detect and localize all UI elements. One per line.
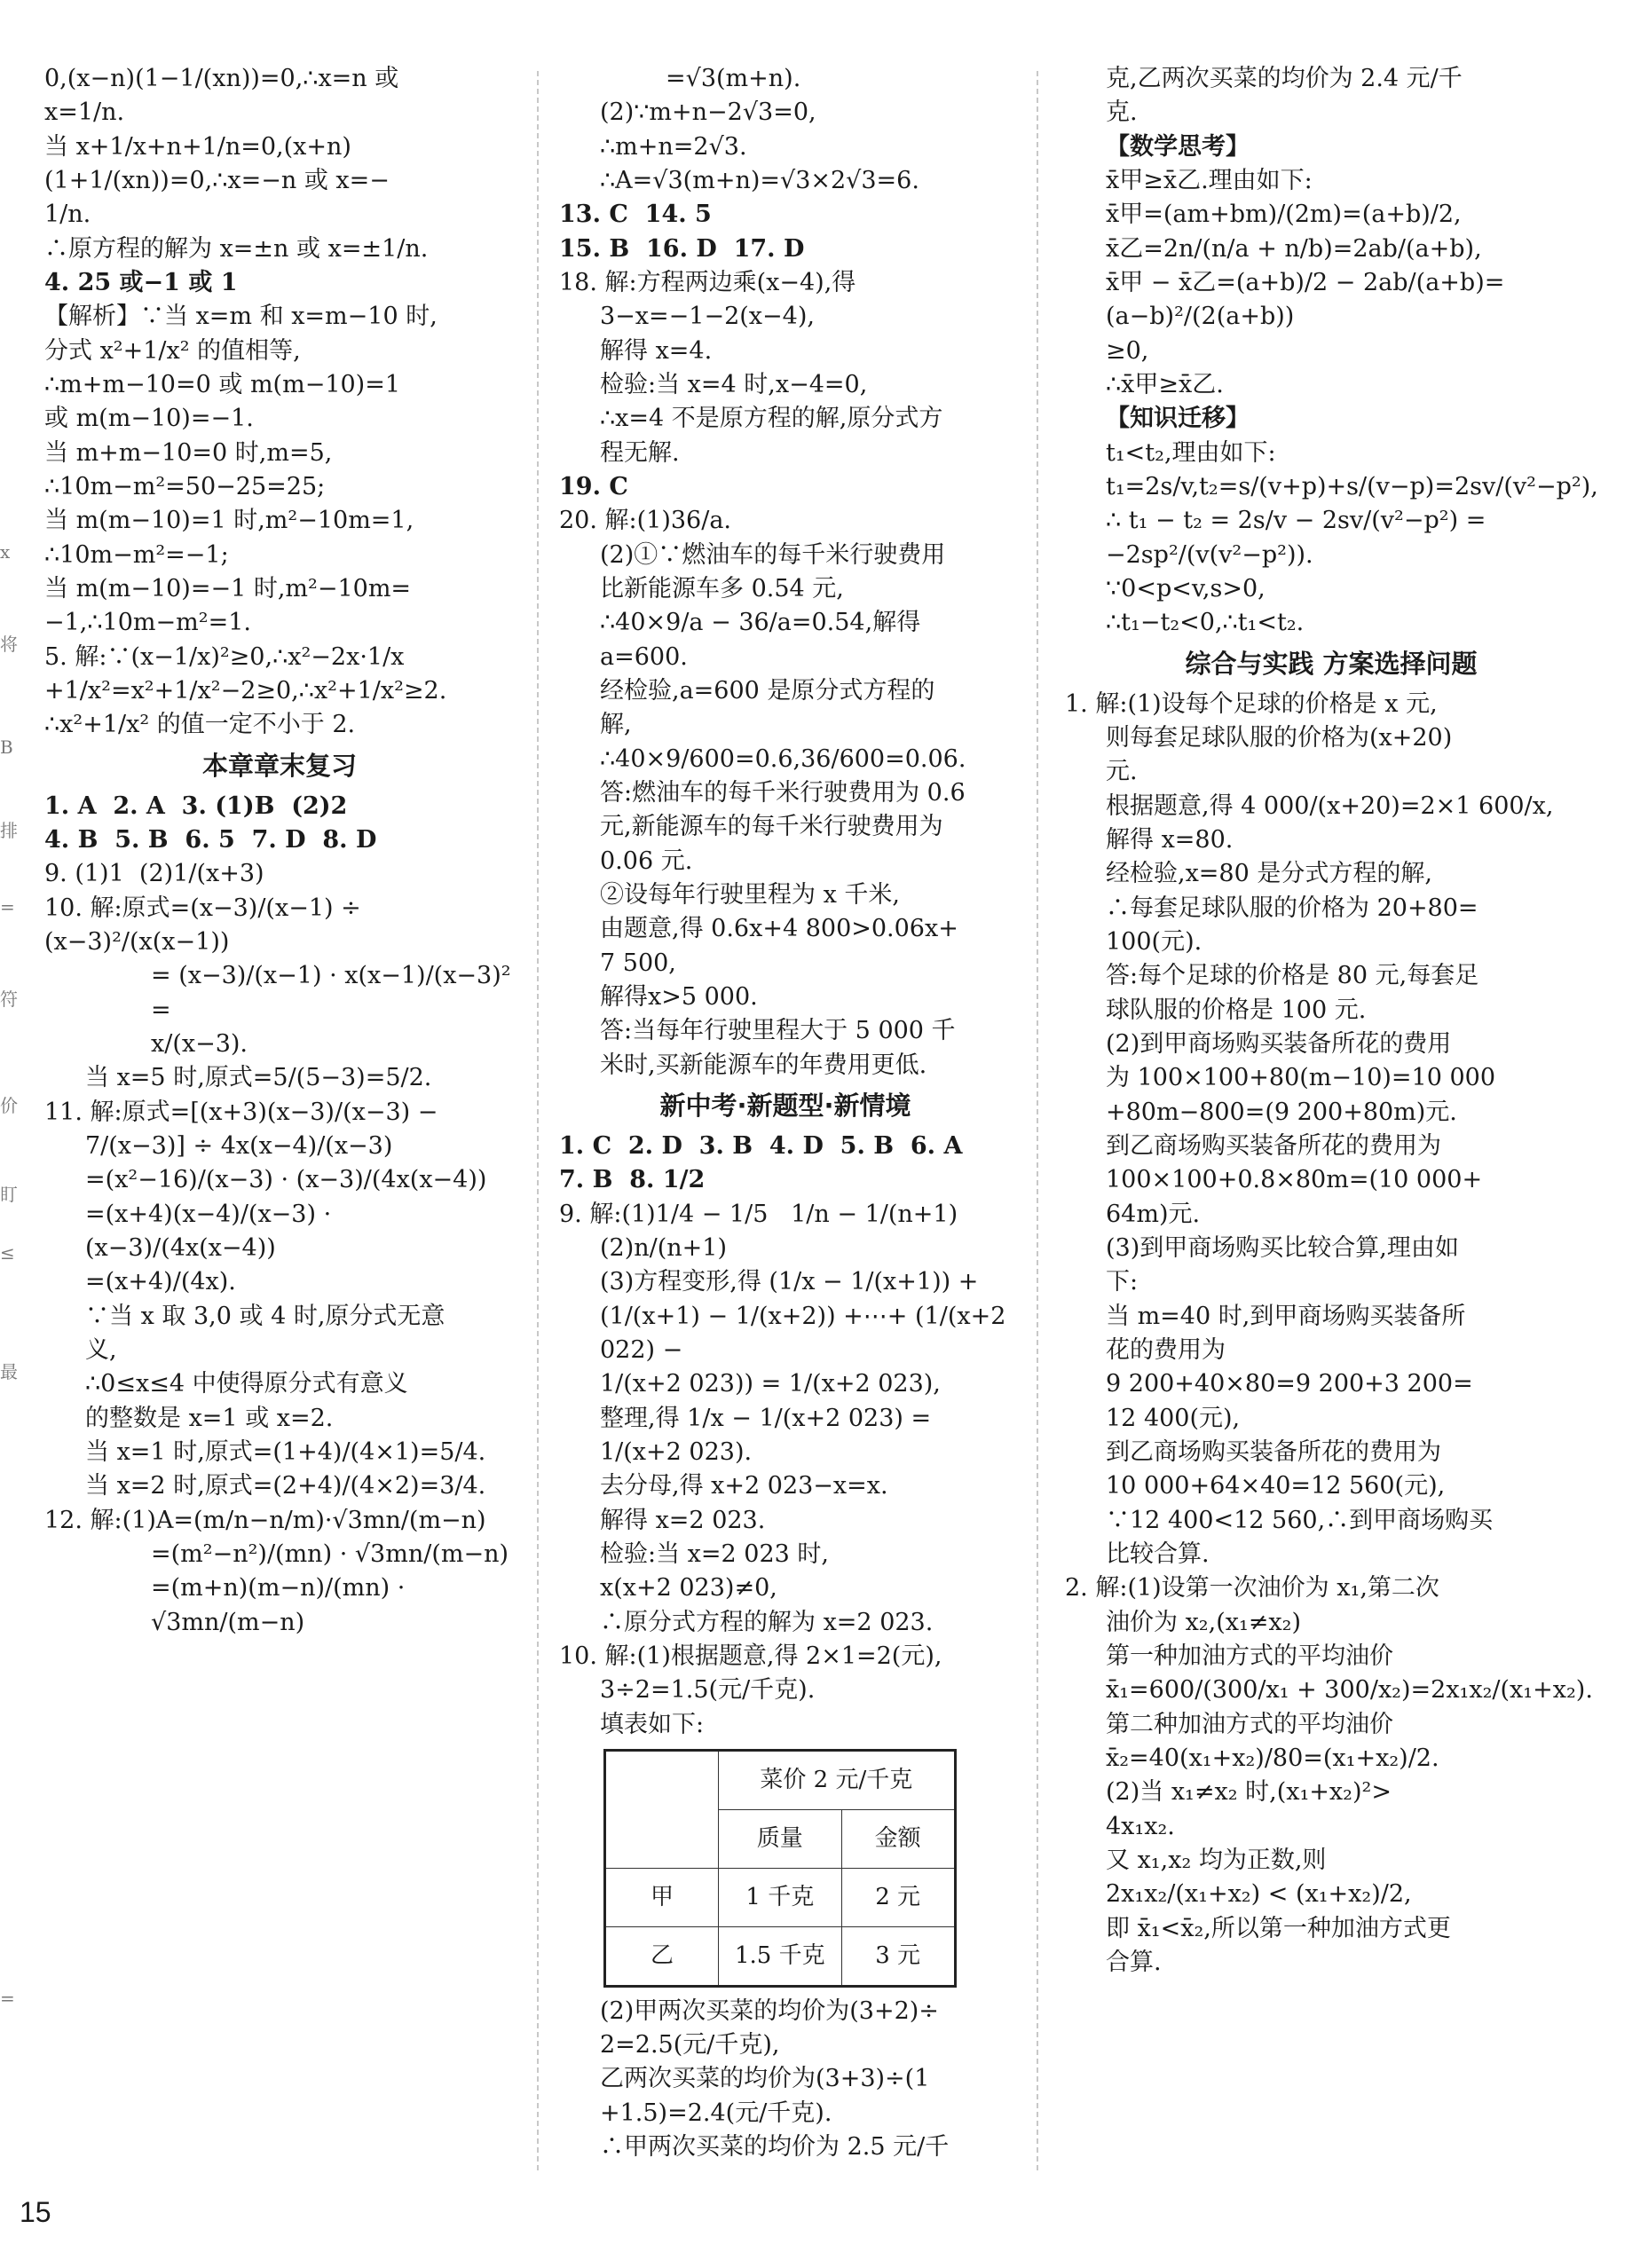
text-line: 1/n. <box>44 201 91 229</box>
text-line: x̄₂=40(x₁+x₂)/80=(x₁+x₂)/2. <box>1106 1744 1439 1772</box>
text-line: 1/(x+2 023)) = 1/(x+2 023), <box>600 1370 941 1398</box>
text-line: 克. <box>1106 98 1138 127</box>
text-line: x̄乙=2n/(n/a + n/b)=2ab/(a+b), <box>1106 234 1482 263</box>
text-line: ∵12 400<12 560,∴到甲商场购买 <box>1106 1506 1494 1534</box>
table-cell: 1 千克 <box>719 1868 842 1926</box>
section-heading: 综合与实践 方案选择问题 <box>1185 648 1478 679</box>
text-line: 答:每个足球的价格是 80 元,每套足 <box>1106 962 1479 990</box>
text-line: 合算. <box>1106 1948 1162 1976</box>
text-line: ∴10m−m²=−1; <box>44 540 229 569</box>
edge-glyph: 盯 <box>0 1184 18 1205</box>
text-line: ∴原分式方程的解为 x=2 023. <box>600 1608 934 1636</box>
text-line: =√3(m+n). <box>666 65 801 92</box>
section-heading: 新中考·新题型·新情境 <box>659 1090 911 1121</box>
text-line: 经检验,a=600 是原分式方程的 <box>600 676 935 705</box>
text-line: ∴m+m−10=0 或 m(m−10)=1 <box>44 370 401 398</box>
text-line: 12 400(元), <box>1106 1404 1241 1432</box>
text-line: x̄₁=600/(300/x₁ + 300/x₂)=2x₁x₂/(x₁+x₂). <box>1106 1676 1593 1705</box>
edge-glyph: ≤ <box>0 1242 15 1264</box>
text-line: 答:当每年行驶里程大于 5 000 千 <box>600 1017 956 1045</box>
text-line: 4. B 5. B 6. 5 7. D 8. D <box>44 826 377 854</box>
text-line: 的整数是 x=1 或 x=2. <box>85 1404 334 1432</box>
price-table <box>603 1749 957 1988</box>
text-line: 解得x>5 000. <box>600 982 758 1011</box>
text-line: 油价为 x₂,(x₁≠x₂) <box>1106 1608 1302 1636</box>
text-line: 到乙商场购买装备所花的费用为 <box>1106 1132 1441 1161</box>
text-line: 10. 解:(1)根据题意,得 2×1=2(元), <box>559 1642 942 1670</box>
column-middle <box>559 62 1012 2164</box>
text-line: (1/(x+1) − 1/(x+2)) +⋯+ (1/(x+2 022) − <box>600 1302 1013 1364</box>
text-line: 比较合算. <box>1106 1540 1210 1568</box>
text-line: x=1/n. <box>44 98 125 127</box>
text-line: 经检验,x=80 是分式方程的解, <box>1106 860 1432 888</box>
text-line: 19. C <box>559 472 628 500</box>
text-line: 根据题意,得 4 000/(x+20)=2×1 600/x, <box>1106 791 1554 820</box>
text-line: 第一种加油方式的平均油价 <box>1106 1642 1393 1670</box>
text-line: 由题意,得 0.6x+4 800>0.06x+ <box>600 915 958 943</box>
text-line: ∴40×9/a − 36/a=0.54,解得 a=600. <box>600 609 928 671</box>
text-line: ∴40×9/600=0.6,36/600=0.06. <box>600 744 966 773</box>
text-line: 答:燃油车的每千米行驶费用为 0.6 <box>600 778 966 807</box>
text-line: =(m²−n²)/(mn) · √3mn/(m−n) <box>151 1540 509 1568</box>
table-row <box>605 1868 956 1926</box>
text-line: ∴ t₁ − t₂ = 2s/v − 2sv/(v²−p²) = <box>1106 507 1486 535</box>
text-line: 到乙商场购买装备所花的费用为 <box>1106 1437 1441 1466</box>
table-header: 质量 <box>719 1809 842 1868</box>
text-line: ∵0<p<v,s>0, <box>1106 574 1266 602</box>
text-line: 下: <box>1106 1268 1139 1296</box>
text-line: 填表如下: <box>600 1710 705 1738</box>
text-line: 元,新能源车的每千米行驶费用为 <box>600 813 943 841</box>
text-line: 7/(x−3)] ÷ 4x(x−4)/(x−3) <box>85 1132 393 1161</box>
text-line: 克,乙两次买菜的均价为 2.4 元/千 <box>1106 65 1463 92</box>
text-line: 或 m(m−10)=−1. <box>44 405 254 433</box>
text-line: ∴m+n=2√3. <box>600 132 747 161</box>
text-line: 检验:当 x=4 时,x−4=0, <box>600 370 868 398</box>
text-line: 元. <box>1106 758 1138 786</box>
section-label: 【数学思考】 <box>1106 132 1250 161</box>
text-line: 13. C 14. 5 <box>559 201 712 229</box>
text-line: 5. 解:∵(x−1/x)²≥0,∴x²−2x·1/x <box>44 642 405 671</box>
text-line: ∴每套足球队服的价格为 20+80= <box>1106 894 1478 922</box>
text-line: 解得 x=4. <box>600 336 713 365</box>
text-line: 当 m=40 时,到甲商场购买装备所 <box>1106 1302 1466 1330</box>
text-line: (3)到甲商场购买比较合算,理由如 <box>1106 1234 1459 1262</box>
text-line: 9. 解:(1)1/4 − 1/5 1/n − 1/(n+1) <box>559 1200 958 1228</box>
text-line: 100×100+0.8×80m=(10 000+ <box>1106 1166 1483 1194</box>
text-line: 当 m+m−10=0 时,m=5, <box>44 438 333 467</box>
edge-glyph: 最 <box>0 1361 18 1382</box>
text-line: 2x₁x₂/(x₁+x₂) < (x₁+x₂)/2, <box>1106 1880 1412 1909</box>
table-cell: 3 元 <box>841 1926 955 1986</box>
text-line: x̄甲≥x̄乙.理由如下: <box>1106 166 1313 194</box>
text-line: 分式 x²+1/x² 的值相等, <box>44 336 301 365</box>
column-divider <box>1037 71 1038 2170</box>
text-line: 为 100×100+80(m−10)=10 000 <box>1106 1064 1496 1092</box>
text-line: 当 x+1/x+n+1/n=0,(x+n) <box>44 132 351 161</box>
text-line: ∴t₁−t₂<0,∴t₁<t₂. <box>1106 609 1305 637</box>
text-line: t₁<t₂,理由如下: <box>1106 438 1276 467</box>
text-line: (2)甲两次买菜的均价为(3+2)÷ <box>600 1996 939 2025</box>
table-header: 菜价 2 元/千克 <box>719 1750 956 1809</box>
text-line: 0.06 元. <box>600 847 693 875</box>
text-line: ∴A=√3(m+n)=√3×2√3=6. <box>600 166 919 194</box>
text-line: 即 x̄₁<x̄₂,所以第一种加油方式更 <box>1106 1914 1451 1942</box>
table-cell: 甲 <box>605 1868 719 1926</box>
text-line: 解得 x=80. <box>1106 826 1234 854</box>
text-line: +1/x²=x²+1/x²−2≥0,∴x²+1/x²≥2. <box>44 676 447 705</box>
text-line: 3−x=−1−2(x−4), <box>600 303 815 331</box>
text-line: x(x+2 023)≠0, <box>600 1574 777 1603</box>
text-line: 又 x₁,x₂ 均为正数,则 <box>1106 1846 1327 1874</box>
text-line: ∵当 x 取 3,0 或 4 时,原分式无意 <box>85 1302 446 1330</box>
text-line: 比新能源车多 0.54 元, <box>600 574 844 602</box>
text-line: 2=2.5(元/千克), <box>600 2030 780 2059</box>
text-line: 7 500, <box>600 949 676 977</box>
text-line: 解, <box>600 711 632 739</box>
text-line: −1,∴10m−m²=1. <box>44 609 251 637</box>
text-line: 64m)元. <box>1106 1200 1201 1228</box>
text-line: 4x₁x₂. <box>1106 1812 1175 1840</box>
text-line: 当 m(m−10)=−1 时,m²−10m= <box>44 574 412 602</box>
text-line: ∴甲两次买菜的均价为 2.5 元/千 <box>600 2132 950 2161</box>
text-line: 1. 解:(1)设每个足球的价格是 x 元, <box>1065 689 1438 718</box>
text-line: = (x−3)/(x−1) · x(x−1)/(x−3)² = <box>151 962 519 1024</box>
text-line: 18. 解:方程两边乘(x−4),得 <box>559 268 856 296</box>
text-line: −2sp²/(v(v²−p²)). <box>1106 540 1313 569</box>
text-line: ≥0, <box>1106 336 1149 365</box>
text-line: =(x+4)(x−4)/(x−3) · (x−3)/(4x(x−4)) <box>85 1200 339 1262</box>
column-divider <box>537 71 539 2170</box>
text-line: (3)方程变形,得 (1/x − 1/(x+1)) + <box>600 1268 979 1296</box>
text-line: =(m+n)(m−n)/(mn) · √3mn/(m−n) <box>151 1574 413 1636</box>
text-line: ∴x=4 不是原方程的解,原分式方 <box>600 405 943 433</box>
text-line: (2)①∵燃油车的每千米行驶费用 <box>600 540 946 569</box>
text-line: 4. 25 或−1 或 1 <box>44 268 238 296</box>
text-line: 7. B 8. 1/2 <box>559 1166 706 1194</box>
text-line: 11. 解:原式=[(x+3)(x−3)/(x−3) − <box>44 1098 438 1126</box>
edge-glyph: x <box>0 541 11 563</box>
text-line: 花的费用为 <box>1106 1335 1226 1364</box>
text-line: ∴10m−m²=50−25=25; <box>44 472 326 500</box>
table-cell: 乙 <box>605 1926 719 1986</box>
column-left <box>44 62 519 1640</box>
table-cell: 2 元 <box>841 1868 955 1926</box>
text-line: 1. A 2. A 3. (1)B (2)2 <box>44 791 348 820</box>
text-line: 整理,得 1/x − 1/(x+2 023) = 1/(x+2 023). <box>600 1404 939 1466</box>
text-line: =(x+4)/(4x). <box>85 1268 236 1296</box>
table-header: 金额 <box>841 1809 955 1868</box>
text-line: (2)到甲商场购买装备所花的费用 <box>1106 1030 1452 1059</box>
text-line: 解得 x=2 023. <box>600 1506 766 1534</box>
text-line: +80m−800=(9 200+80m)元. <box>1106 1098 1457 1126</box>
text-line: 100(元). <box>1106 928 1202 957</box>
text-line: 当 x=2 时,原式=(2+4)/(4×2)=3/4. <box>85 1472 486 1500</box>
edge-glyph: 排 <box>0 820 18 841</box>
text-line: 去分母,得 x+2 023−x=x. <box>600 1472 888 1500</box>
text-line: ∴0≤x≤4 中使得原分式有意义 <box>85 1370 408 1398</box>
edge-glyph: 符 <box>0 988 18 1010</box>
text-line: ②设每年行驶里程为 x 千米, <box>600 880 900 909</box>
text-line: 2. 解:(1)设第一次油价为 x₁,第二次 <box>1065 1574 1439 1603</box>
text-line: 当 m(m−10)=1 时,m²−10m=1, <box>44 507 414 535</box>
text-line: 米时,买新能源车的年费用更低. <box>600 1051 927 1079</box>
section-heading: 本章章末复习 <box>201 750 357 781</box>
text-line: =(x²−16)/(x−3) · (x−3)/(4x(x−4)) <box>85 1166 487 1194</box>
text-line: 9. (1)1 (2)1/(x+3) <box>44 860 264 888</box>
text-line: 检验:当 x=2 023 时, <box>600 1540 829 1568</box>
text-line: 乙两次买菜的均价为(3+3)÷(1 <box>600 2065 930 2093</box>
text-line: 10. 解:原式=(x−3)/(x−1) ÷ (x−3)²/(x(x−1)) <box>44 894 369 957</box>
text-line: +1.5)=2.4(元/千克). <box>600 2099 832 2127</box>
page-number: 15 <box>20 2196 51 2228</box>
text-line: 12. 解:(1)A=(m/n−n/m)·√3mn/(m−n) <box>44 1506 486 1534</box>
edge-glyph: = <box>0 1988 15 2009</box>
text-line: (2)n/(n+1) <box>600 1234 727 1262</box>
column-right <box>1065 62 1597 1980</box>
text-line: 义, <box>85 1335 117 1364</box>
text-line: 15. B 16. D 17. D <box>559 234 805 263</box>
text-line: ∴x²+1/x² 的值一定不小于 2. <box>44 711 356 739</box>
text-line: ∴原方程的解为 x=±n 或 x=±1/n. <box>44 234 429 263</box>
text-line: 10 000+64×40=12 560(元), <box>1106 1472 1446 1500</box>
text-line: 球队服的价格是 100 元. <box>1106 996 1367 1024</box>
text-line: 当 x=1 时,原式=(1+4)/(4×1)=5/4. <box>85 1437 486 1466</box>
edge-glyph: 将 <box>0 634 18 655</box>
table-header-row <box>605 1750 956 1809</box>
text-line: 则每套足球队服的价格为(x+20) <box>1106 724 1453 752</box>
text-line: 程无解. <box>600 438 680 467</box>
text-line: x̄甲=(am+bm)/(2m)=(a+b)/2, <box>1106 201 1462 229</box>
edge-glyph: 价 <box>0 1095 18 1116</box>
text-line: (1+1/(xn))=0,∴x=−n 或 x=− <box>44 166 390 194</box>
text-line: 3÷2=1.5(元/千克). <box>600 1676 816 1705</box>
text-line: x/(x−3). <box>151 1030 248 1059</box>
text-line: x̄甲 − x̄乙=(a+b)/2 − 2ab/(a+b)=(a−b)²/(2(a+b)) <box>1106 268 1505 331</box>
text-line: 第二种加油方式的平均油价 <box>1106 1710 1393 1738</box>
table-row <box>605 1926 956 1986</box>
text-line: (2)∵m+n−2√3=0, <box>600 98 816 127</box>
table-cell: 1.5 千克 <box>719 1926 842 1986</box>
text-line: 9 200+40×80=9 200+3 200= <box>1106 1370 1473 1398</box>
text-line: 20. 解:(1)36/a. <box>559 507 731 535</box>
text-line: t₁=2s/v,t₂=s/(v+p)+s/(v−p)=2sv/(v²−p²), <box>1106 472 1598 500</box>
table-cell <box>605 1750 719 1868</box>
text-line: (2)当 x₁≠x₂ 时,(x₁+x₂)²> <box>1106 1778 1392 1807</box>
edge-glyph: B <box>0 736 13 758</box>
edge-glyph: = <box>0 896 15 917</box>
text-line: ∴x̄甲≥x̄乙. <box>1106 370 1224 398</box>
text-line: 0,(x−n)(1−1/(xn))=0,∴x=n 或 <box>44 65 399 92</box>
text-line: 1. C 2. D 3. B 4. D 5. B 6. A <box>559 1132 963 1161</box>
section-label: 【知识迁移】 <box>1106 405 1250 433</box>
text-line: 当 x=5 时,原式=5/(5−3)=5/2. <box>85 1064 432 1092</box>
text-line: 【解析】∵当 x=m 和 x=m−10 时, <box>44 303 438 331</box>
